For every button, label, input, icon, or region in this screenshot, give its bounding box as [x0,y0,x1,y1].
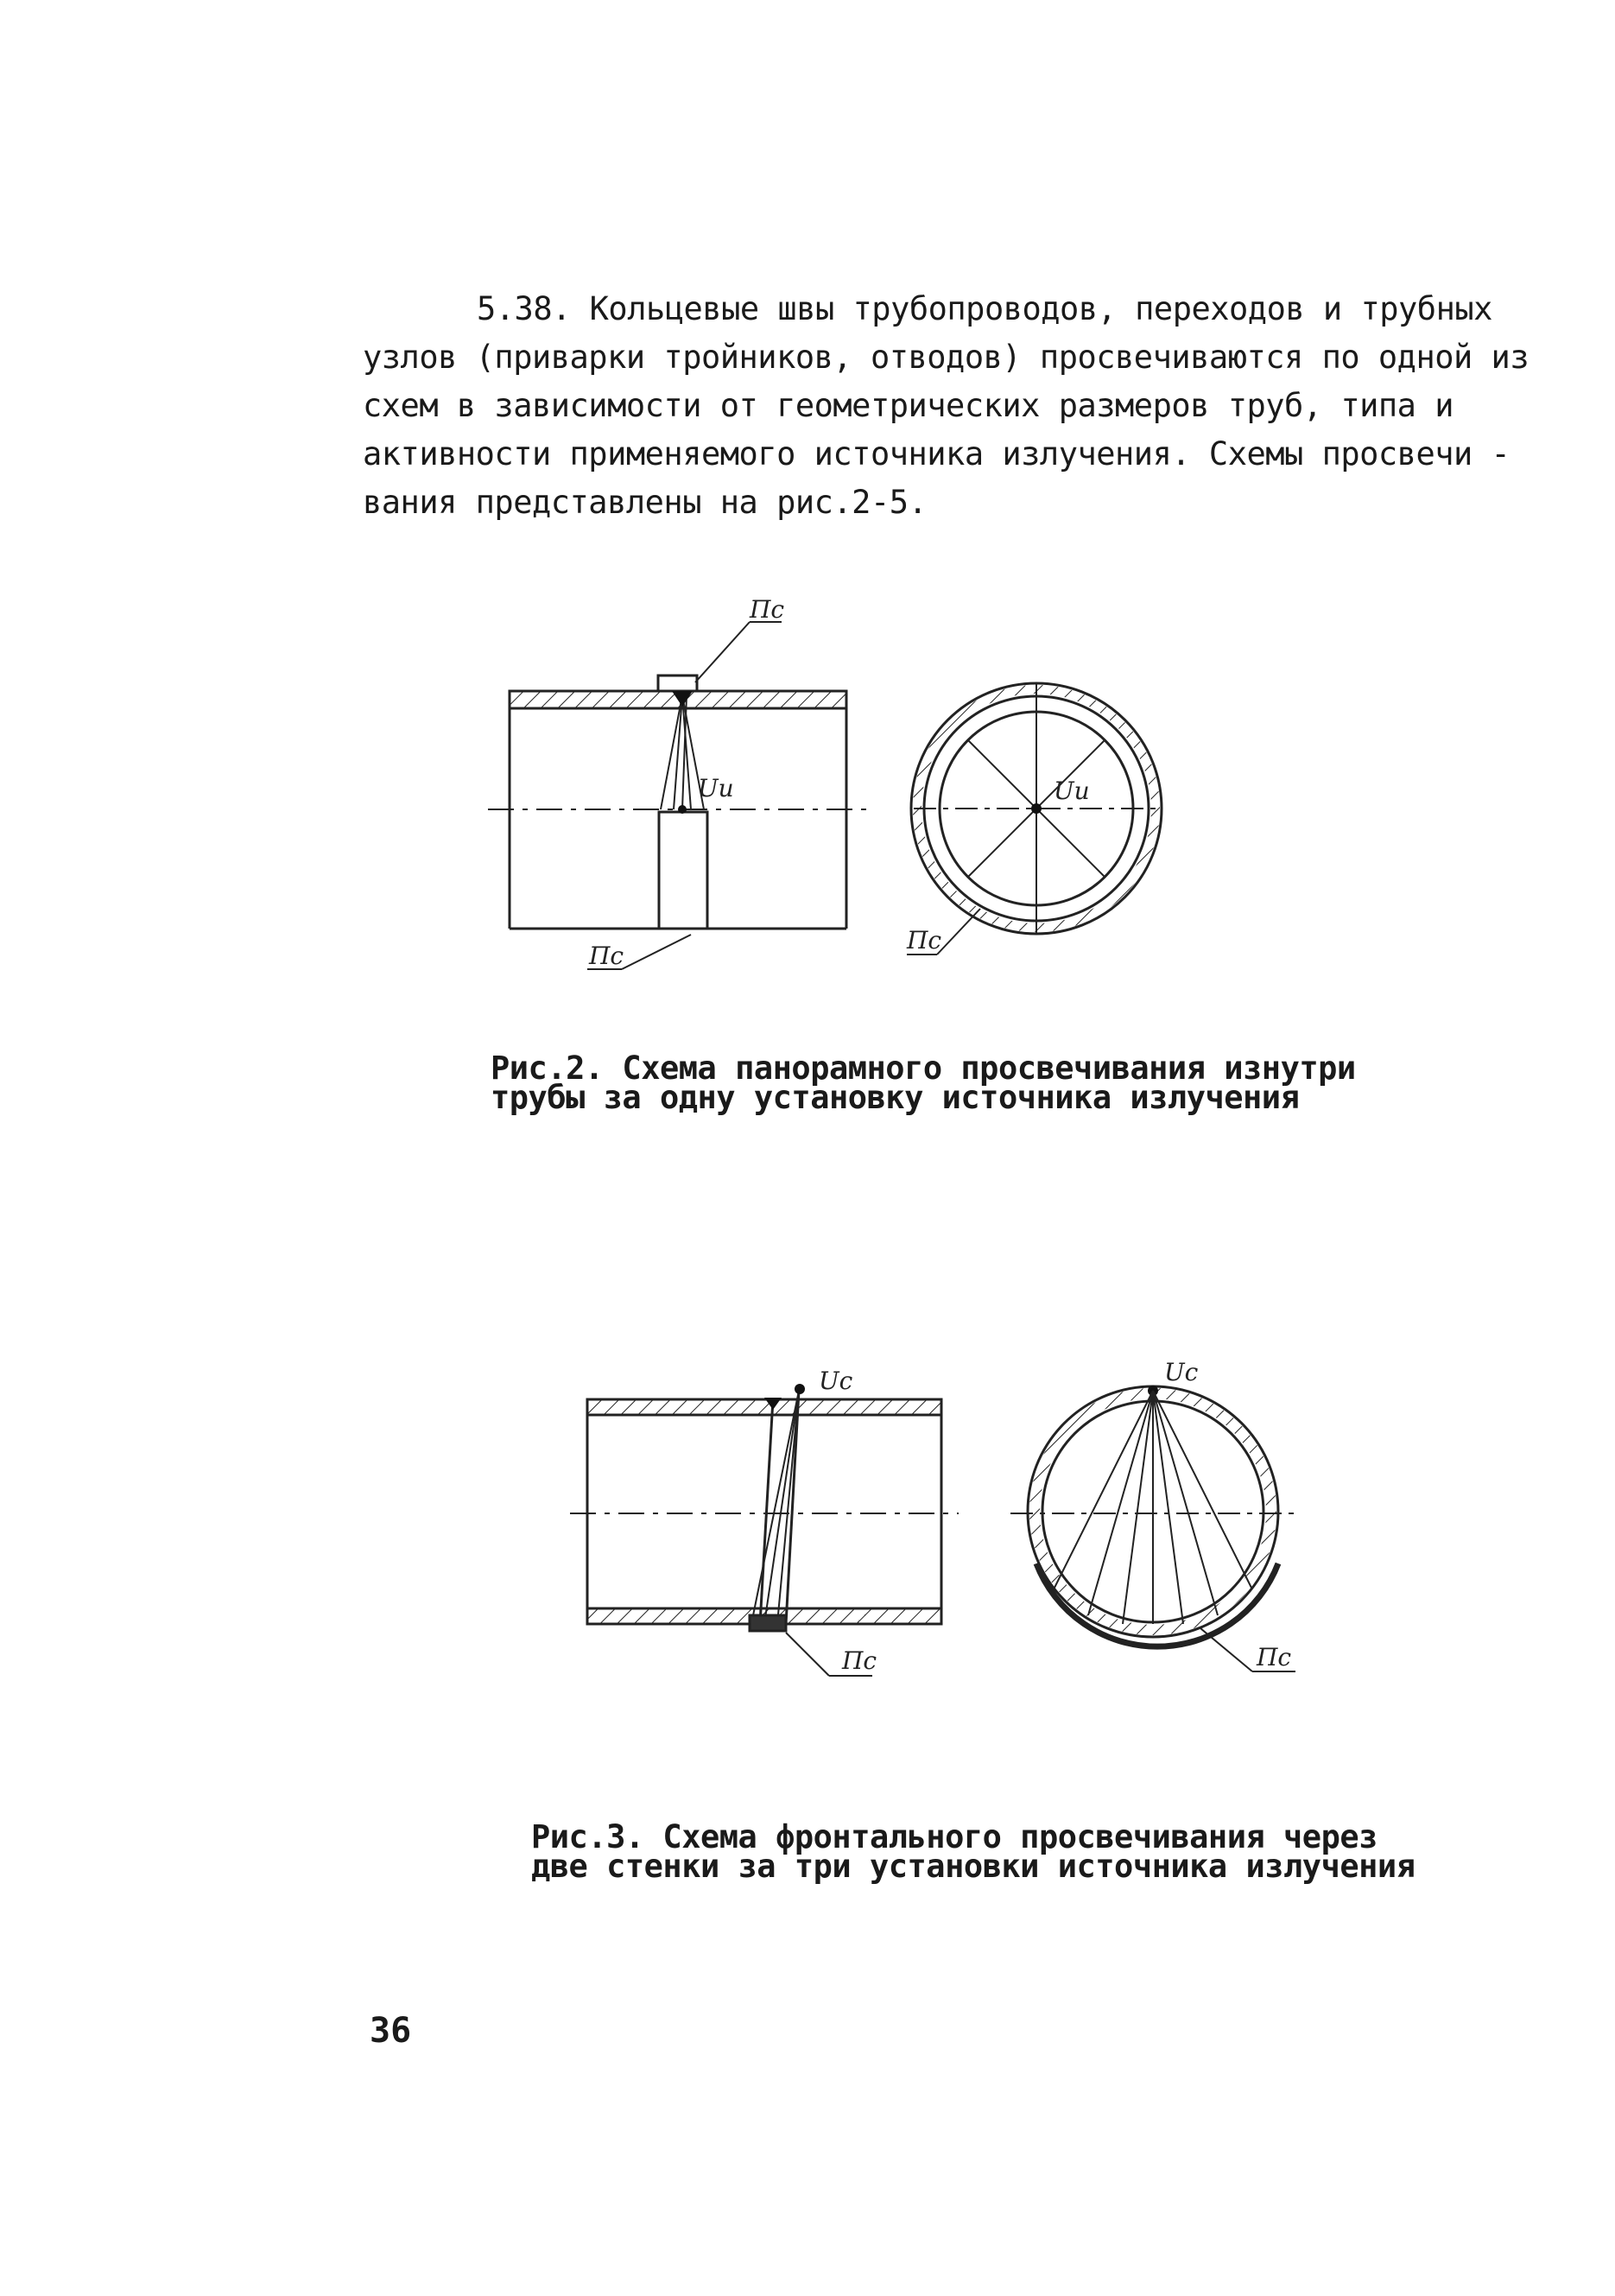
section-5-38-paragraph [363,285,1530,527]
pipe-side-view [570,1384,959,1676]
figure-2-caption [491,1050,1356,1116]
label-film-ring: Пс [1257,1643,1292,1671]
pipe-section-view [1010,1386,1295,1671]
label-film-ring: Пс [907,926,942,955]
caption-line: Рис.3. Схема фронтального просвечивания через [531,1818,1378,1855]
figure-2-diagram [0,587,1615,985]
label-source-side: Uc [819,1367,853,1395]
caption-line: Рис.2. Схема панорамного просвечивания изнутри [491,1050,1356,1087]
figure-3-diagram [0,1339,1615,1702]
pipe-section-view [907,682,1162,955]
label-film-bottom: Пс [589,942,624,970]
paragraph-line: 5.38. Кольцевые швы трубопроводов, переходов и трубных [477,290,1492,327]
label-film-side: Пс [842,1646,877,1675]
page-number: 36 [370,2011,412,2051]
label-source-side: Uu [698,774,734,802]
label-source-ring: Uu [1054,777,1090,805]
paragraph-line: узлов (приварки тройников, отводов) просвечиваются по одной из [363,339,1530,376]
label-source-ring: Uc [1164,1358,1199,1386]
paragraph-line: вания представлены на рис.2-5. [363,484,928,521]
paragraph-line: активности применяемого источника излучения. Схемы просвечи - [363,435,1510,473]
paragraph-line: схем в зависимости от геометрических размеров труб, типа и [363,387,1454,424]
pipe-side-view [488,622,872,969]
figure-3-caption [531,1818,1416,1885]
caption-line: трубы за одну установку источника излучения [491,1079,1300,1116]
label-film-top: Пс [750,595,785,624]
caption-line: две стенки за три установки источника излучения [531,1848,1416,1885]
